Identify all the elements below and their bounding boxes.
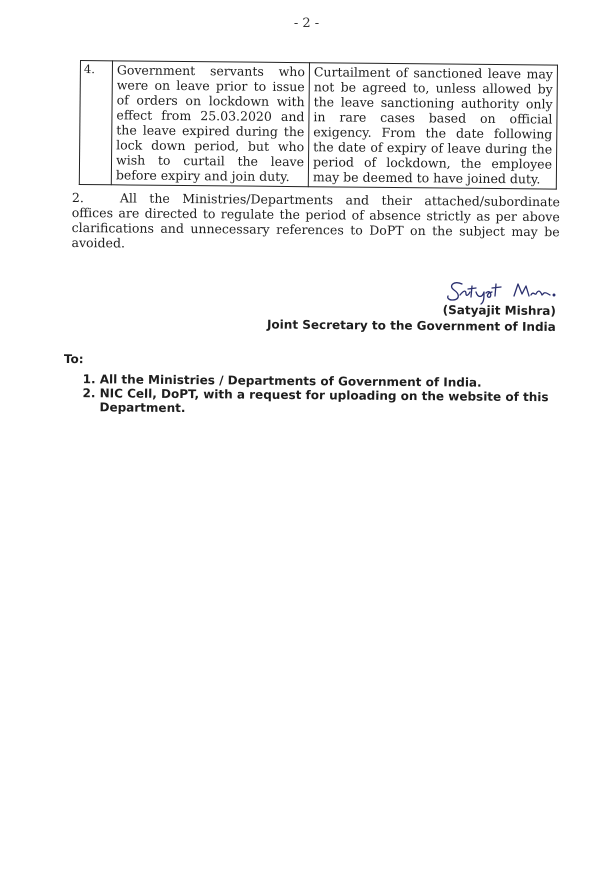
page-number: - 2 - xyxy=(293,16,320,31)
paragraph-text: All the Ministries/Departments and their attached/subordinate offices are directed to regulate the period of absence strictly as per above clarifications and unnecessary references to DoPT on the subject may be avoided. xyxy=(71,190,560,251)
recipients-list xyxy=(63,372,559,418)
directive-paragraph xyxy=(71,190,560,254)
row-situation-cell: Government servants who were on leave prior to issue of orders on lockdown with effect from 25.03.2020 and the leave expired during the lock down period, but who wish to curtail the leave before expiry and join duty. xyxy=(111,61,309,187)
row-clarification-cell: Curtailment of sanctioned leave may not be agreed to, unless allowed by the leave sanctioning authority only in rare cases based on official exigency. From the date following the date of expiry of leave during the period of lockdown, the employee may be deemed to have joined duty. xyxy=(308,63,557,189)
paragraph-number: 2. xyxy=(71,190,84,206)
clarification-table xyxy=(79,60,558,190)
list-item: 2. NIC Cell, DoPT, with a request for uploading on the website of this Department. xyxy=(99,386,559,418)
recipients-block xyxy=(63,352,560,418)
signatory-name: (Satyajit Mishra) xyxy=(442,303,556,318)
signature-block xyxy=(260,300,556,335)
table-row xyxy=(79,61,557,190)
list-item: 1. All the Ministries / Departments of Government of India. xyxy=(100,372,560,390)
row-serial-number: 4. xyxy=(79,61,112,185)
recipients-heading: To: xyxy=(63,352,84,367)
signatory-designation: Joint Secretary to the Government of India xyxy=(266,317,556,334)
